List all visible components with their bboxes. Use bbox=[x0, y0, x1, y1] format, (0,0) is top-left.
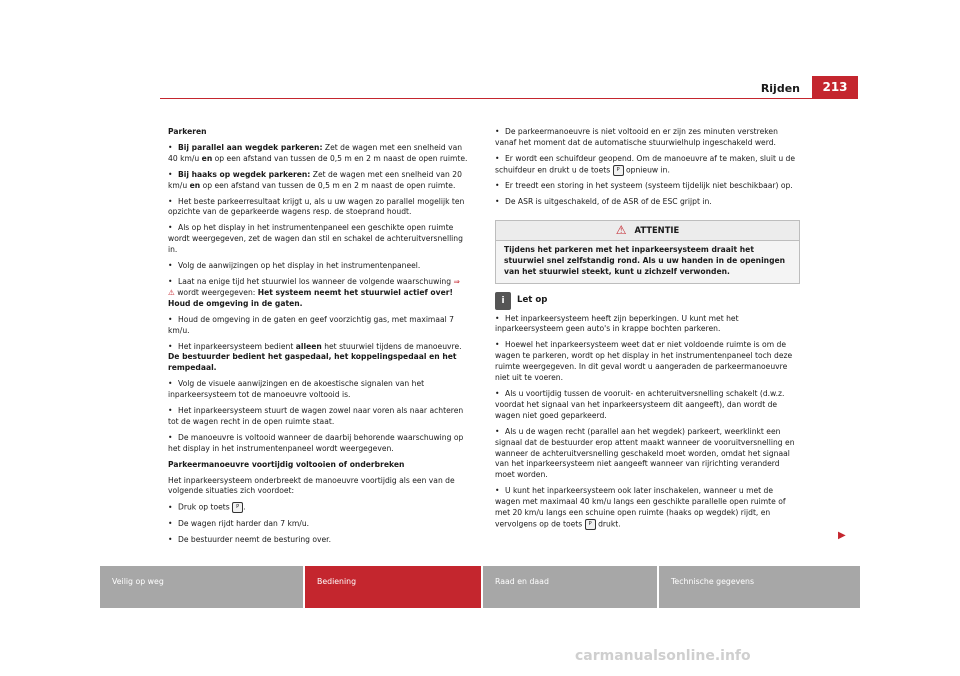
warning-triangle-icon: ⚠ bbox=[615, 222, 627, 237]
list-item: • De ASR is uitgeschakeld, of de ASR of de ESC grijpt in. bbox=[495, 197, 712, 207]
page-number-badge: 213 bbox=[812, 76, 858, 98]
list-item: • Bij parallel aan wegdek parkeren: Zet de wagen met een snelheid van 40 km/u en op een afstand van tussen de 0,5 m en 2 m naast de open ruimte. bbox=[168, 142, 468, 163]
attention-header: ⚠ ATTENTIE bbox=[496, 221, 799, 241]
note-header: i Let op bbox=[495, 292, 800, 310]
list-item: • De manoeuvre is voltooid wanneer de daarbij behorende waarschuwing op het display in het instrumentenpaneel wordt weergegeven. bbox=[168, 432, 464, 453]
list-item: • Volg de visuele aanwijzingen en de akoestische signalen van het inparkeersysteem tot de manoeuvre voltooid is. bbox=[168, 379, 425, 400]
parking-key-icon: P bbox=[613, 165, 624, 176]
list-item: • Er treedt een storing in het systeem (systeem tijdelijk niet beschikbaar) op. bbox=[495, 181, 793, 191]
list-item: • Het inparkeersysteem bedient alleen het stuurwiel tijdens de manoeuvre. De bestuurder bedient het gaspedaal, het koppelingspedaal en het rempedaal. bbox=[168, 341, 462, 373]
footer-nav bbox=[100, 566, 860, 608]
warning-reference-icon[interactable]: ⇒ ⚠ bbox=[168, 276, 460, 297]
left-column bbox=[168, 127, 468, 551]
list-item: • De parkeermanoeuvre is niet voltooid en er zijn zes minuten verstreken vanaf het moment dat de automatische stuurwielhulp ingeschakeld werd. bbox=[495, 127, 778, 147]
list-item: • Het beste parkeerresultaat krijgt u, als u uw wagen zo parallel mogelijk ten opzichte van de geparkeerde wagens resp. de stoeprand houdt. bbox=[168, 196, 465, 217]
tab-veilig-op-weg[interactable]: Veilig op weg bbox=[100, 566, 303, 608]
list-item: • Hoewel het inparkeersysteem weet dat er niet voldoende ruimte is om de wagen te parkeren, wordt op het display in het instrumentenpaneel toch deze ruimte weergegeven. In dit geval wordt u aangeraden de parkeermanoeuvre niet uit te voeren. bbox=[495, 340, 793, 383]
right-column bbox=[495, 127, 800, 535]
list-item: • Houd de omgeving in de gaten en geef voorzichtig gas, met maximaal 7 km/u. bbox=[168, 314, 454, 335]
tab-raad-en-daad[interactable]: Raad en daad bbox=[483, 566, 657, 608]
list-item: • Het inparkeersysteem heeft zijn beperkingen. U kunt met het inparkeersysteem geen auto's in krappe bochten parkeren. bbox=[495, 313, 739, 334]
header-rule bbox=[160, 98, 858, 99]
watermark: carmanualsonline.info bbox=[575, 648, 751, 664]
attention-box bbox=[495, 220, 800, 284]
tab-bediening[interactable]: Bediening bbox=[305, 566, 481, 608]
list-item: • Er wordt een schuifdeur geopend. Om de manoeuvre af te maken, sluit u de schuifdeur en drukt u de toets P opnieuw in. bbox=[495, 153, 796, 175]
tab-technische-gegevens[interactable]: Technische gegevens bbox=[659, 566, 860, 608]
continue-arrow-icon[interactable]: ▶ bbox=[838, 530, 846, 541]
attention-body: Tijdens het parkeren met het inparkeersysteem draait het stuurwiel snel zelfstandig rond. Als u uw handen in de openingen van het stuurwiel steekt, kunt u zichzelf verwonden. bbox=[504, 244, 786, 276]
list-item: • Het inparkeersysteem stuurt de wagen zowel naar voren als naar achteren tot de wagen recht in de open ruimte staat. bbox=[168, 406, 464, 426]
subsection-intro: Het inparkeersysteem onderbreekt de manoeuvre voortijdig als een van de volgende situaties zich voordoet: bbox=[168, 475, 455, 496]
list-item: • Bij haaks op wegdek parkeren: Zet de wagen met een snelheid van 20 km/u en op een afstand van tussen de 0,5 m en 2 m naast de open ruimte. bbox=[168, 169, 462, 190]
subsection-heading: Parkeermanoeuvre voortijdig voltooien of onderbreken bbox=[168, 459, 405, 469]
list-item: • De bestuurder neemt de besturing over. bbox=[168, 534, 332, 544]
parking-key-icon: P bbox=[585, 519, 596, 530]
parking-key-icon: P bbox=[232, 502, 243, 513]
list-item: • Laat na enige tijd het stuurwiel los wanneer de volgende waarschuwing ⇒ ⚠ wordt weergegeven: Het systeem neemt het stuurwiel actief over! Houd de omgeving in de gaten. bbox=[168, 276, 460, 308]
list-item: • Als u voortijdig tussen de vooruit- en achteruitversnelling schakelt (d.w.z. voordat het signaal van het inparkeersysteem dit aangeeft), dan wordt de wagen niet goed geparkeerd. bbox=[495, 389, 785, 420]
list-item: • De wagen rijdt harder dan 7 km/u. bbox=[168, 518, 310, 528]
section-heading: Parkeren bbox=[168, 127, 207, 136]
list-item: • Als u de wagen recht (parallel aan het wegdek) parkeert, weerklinkt een signaal dat de bestuurder erop attent maakt wanneer de vooruitversnelling en wanneer de achteruitversnelling geschakeld moet worden, omdat het signaal van het inparkeersysteem niet aangeeft wanneer van rijrichting veranderd moet worden. bbox=[495, 426, 795, 480]
page-header-title: Rijden bbox=[760, 82, 800, 95]
list-item: • U kunt het inparkeersysteem ook later inschakelen, wanneer u met de wagen met maximaal 40 km/u langs een geschikte parallelle open ruimte of met 20 km/u langs een schuine open ruimte (haaks op wegdek) rijdt, en vervolgens op de toets P drukt. bbox=[495, 486, 786, 529]
list-item: • Volg de aanwijzingen op het display in het instrumentenpaneel. bbox=[168, 261, 421, 271]
list-item: • Druk op toets P . bbox=[168, 502, 246, 512]
note-info-icon: i bbox=[495, 292, 511, 310]
list-item: • Als op het display in het instrumentenpaneel een geschikte open ruimte wordt weergegeven, zet de wagen dan stil en schakel de achteruitversnelling in. bbox=[168, 223, 463, 255]
